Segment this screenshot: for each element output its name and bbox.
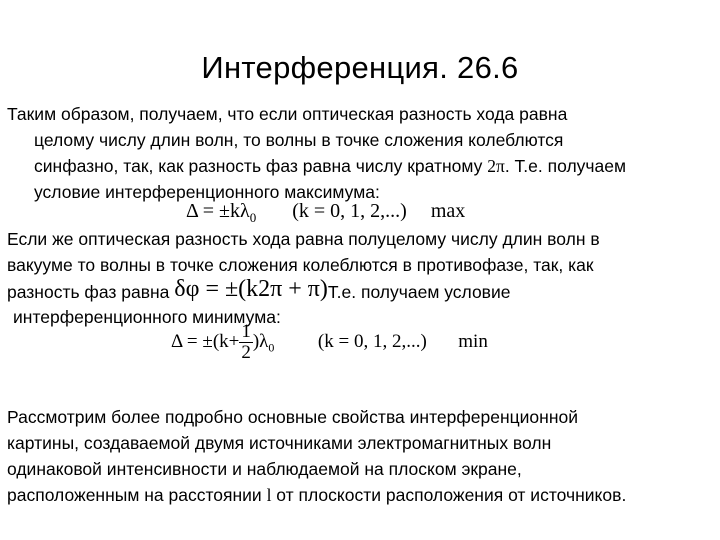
text-fragment: от плоскости расположения от источников. — [271, 485, 627, 505]
formula-lhs: Δ = ±(k+ — [171, 330, 240, 352]
text-fragment: Т.е. получаем условие — [327, 282, 511, 302]
formula-phase-difference: δφ = ±(k2π + π) — [174, 276, 328, 302]
text-line: одинаковой интенсивности и наблюдаемой на плоском экране, — [7, 459, 522, 479]
formula-minimum — [171, 322, 488, 363]
text-line — [7, 482, 626, 508]
fraction — [239, 322, 253, 363]
text-fragment: разность фаз равна — [7, 282, 175, 302]
formula-condition: (k = 0, 1, 2,...) — [292, 200, 407, 222]
text-fragment: . Т.е. получаем — [504, 156, 627, 176]
text-line: целому числу длин волн, то волны в точке сложения колеблются — [34, 130, 564, 150]
distance-symbol: l — [266, 485, 272, 505]
text-line: интерференционного минимума: — [13, 307, 281, 327]
text-line: вакууме то волны в точке сложения колеблются в противофазе, так, как — [7, 255, 594, 275]
paragraph-minimum-condition — [7, 226, 600, 278]
phase-symbol: 2π — [487, 156, 505, 176]
fraction-numerator: 1 — [241, 321, 251, 342]
text-line-with-formula — [7, 278, 511, 305]
formula-condition: (k = 0, 1, 2,...) — [317, 330, 427, 352]
text-fragment: синфазно, так, как разность фаз равна числу кратному — [34, 156, 488, 176]
formula-lhs: Δ = ±kλ — [186, 200, 250, 222]
formula-tag: max — [430, 200, 466, 222]
paragraph-interference-pattern — [7, 404, 626, 508]
fraction-denominator: 2 — [241, 342, 251, 363]
formula-tag: min — [458, 330, 488, 352]
paragraph-maximum-condition — [7, 101, 626, 205]
formula-maximum — [186, 200, 465, 226]
text-line: картины, создаваемой двумя источниками электромагнитных волн — [7, 433, 552, 453]
text-line — [7, 153, 626, 179]
text-line: Рассмотрим более подробно основные свойства интерференционной — [7, 407, 578, 427]
text-line: Таким образом, получаем, что если оптическая разность хода равна — [7, 104, 568, 124]
formula-subscript: 0 — [249, 210, 257, 225]
text-line: Если же оптическая разность хода равна полуцелому числу длин волн в — [7, 229, 600, 249]
text-line: условие интерференционного максимума: — [34, 182, 380, 202]
formula-rhs: )λ — [252, 330, 269, 352]
text-fragment: расположенным на расстоянии — [7, 485, 267, 505]
formula-subscript: 0 — [268, 340, 275, 355]
slide-title: Интерференция. 26.6 — [201, 50, 519, 85]
